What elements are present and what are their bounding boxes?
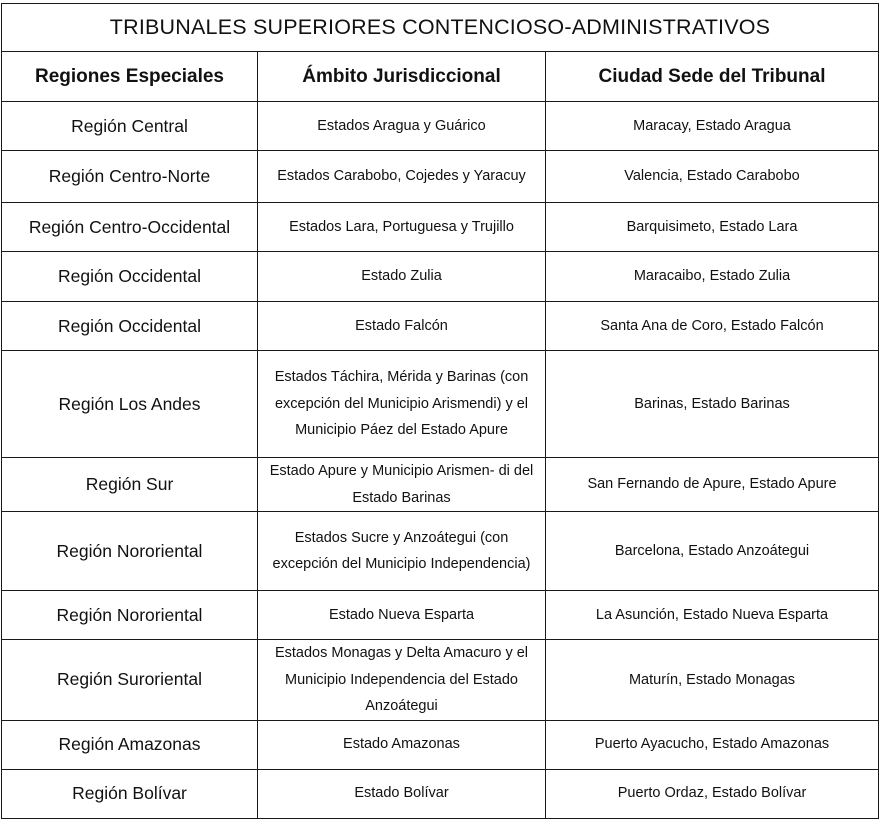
ambito-cell: Estados Sucre y Anzoátegui (con excepción del Municipio Independencia) (258, 512, 546, 591)
region-cell: Región Los Andes (2, 351, 258, 458)
table-row (2, 591, 879, 640)
region-cell: Región Amazonas (2, 720, 258, 769)
sede-cell: Puerto Ayacucho, Estado Amazonas (546, 720, 879, 769)
header-regiones: Regiones Especiales (2, 52, 258, 102)
region-cell: Región Occidental (2, 252, 258, 302)
table-title: TRIBUNALES SUPERIORES CONTENCIOSO-ADMINISTRATIVOS (2, 4, 879, 52)
region-cell: Región Centro-Norte (2, 151, 258, 203)
header-row (2, 52, 879, 102)
sede-cell: Puerto Ordaz, Estado Bolívar (546, 769, 879, 818)
region-cell: Región Central (2, 102, 258, 151)
ambito-cell: Estados Carabobo, Cojedes y Yaracuy (258, 151, 546, 203)
ambito-cell: Estado Apure y Municipio Arismen- di del Estado Barinas (258, 458, 546, 512)
sede-cell: Barinas, Estado Barinas (546, 351, 879, 458)
header-sede: Ciudad Sede del Tribunal (546, 52, 879, 102)
sede-cell: Maturín, Estado Monagas (546, 640, 879, 721)
sede-cell: Barcelona, Estado Anzoátegui (546, 512, 879, 591)
region-cell: Región Centro-Occidental (2, 203, 258, 252)
sede-cell: Santa Ana de Coro, Estado Falcón (546, 302, 879, 351)
table-row (2, 302, 879, 351)
table-row (2, 203, 879, 252)
table-row (2, 458, 879, 512)
sede-cell: Maracaibo, Estado Zulia (546, 252, 879, 302)
table-row (2, 769, 879, 818)
ambito-cell: Estados Aragua y Guárico (258, 102, 546, 151)
ambito-cell: Estado Nueva Esparta (258, 591, 546, 640)
ambito-cell: Estado Zulia (258, 252, 546, 302)
table-row (2, 640, 879, 721)
region-cell: Región Nororiental (2, 591, 258, 640)
sede-cell: San Fernando de Apure, Estado Apure (546, 458, 879, 512)
region-cell: Región Nororiental (2, 512, 258, 591)
sede-cell: Maracay, Estado Aragua (546, 102, 879, 151)
region-cell: Región Suroriental (2, 640, 258, 721)
sede-cell: Valencia, Estado Carabobo (546, 151, 879, 203)
ambito-cell: Estado Falcón (258, 302, 546, 351)
title-row (2, 4, 879, 52)
region-cell: Región Occidental (2, 302, 258, 351)
tribunales-table (1, 3, 879, 819)
table-row (2, 252, 879, 302)
ambito-cell: Estado Amazonas (258, 720, 546, 769)
ambito-cell: Estados Lara, Portuguesa y Trujillo (258, 203, 546, 252)
region-cell: Región Bolívar (2, 769, 258, 818)
table-row (2, 351, 879, 458)
sede-cell: Barquisimeto, Estado Lara (546, 203, 879, 252)
sede-cell: La Asunción, Estado Nueva Esparta (546, 591, 879, 640)
table-row (2, 720, 879, 769)
ambito-cell: Estado Bolívar (258, 769, 546, 818)
table-row (2, 151, 879, 203)
ambito-cell: Estados Táchira, Mérida y Barinas (con excepción del Municipio Arismendi) y el Municipio Páez del Estado Apure (258, 351, 546, 458)
header-ambito: Ámbito Jurisdiccional (258, 52, 546, 102)
ambito-cell: Estados Monagas y Delta Amacuro y el Municipio Independencia del Estado Anzoátegui (258, 640, 546, 721)
region-cell: Región Sur (2, 458, 258, 512)
table-row (2, 512, 879, 591)
table-row (2, 102, 879, 151)
